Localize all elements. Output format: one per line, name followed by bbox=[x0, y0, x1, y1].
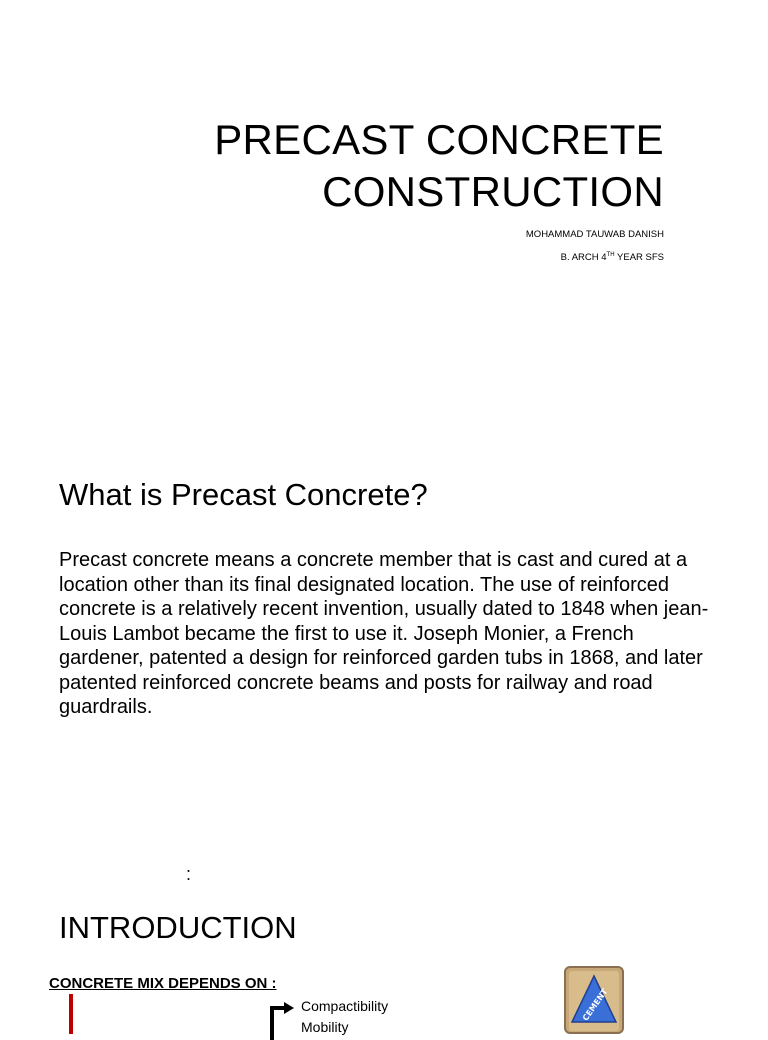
arrow-right-icon bbox=[284, 1002, 294, 1014]
slide-heading: What is Precast Concrete? bbox=[59, 477, 428, 512]
slide-body-text: Precast concrete means a concrete member that is cast and cured at a location other than its final designated location. The use of reinforced concrete is a relatively recent invention, usually dated to 1848 when jean- Louis Lambot became the first to use it. Joseph Monier, a French gardener, patented a design for reinforced garden tubs in 1868, and later patented reinforced concrete beams and posts for railway and road guardrails. bbox=[59, 549, 709, 718]
author-name: MOHAMMAD TAUWAB DANISH bbox=[525, 229, 664, 240]
course-suffix: YEAR SFS bbox=[614, 252, 664, 263]
stray-colon: : bbox=[186, 864, 192, 884]
presentation-title bbox=[214, 114, 664, 218]
cement-bag-label: CEMENT bbox=[580, 987, 610, 1023]
title-line-2: CONSTRUCTION bbox=[322, 168, 664, 215]
title-line-1: PRECAST CONCRETE bbox=[214, 116, 664, 163]
bracket-connector bbox=[270, 1006, 284, 1040]
course-info bbox=[561, 249, 664, 264]
course-superscript: TH bbox=[606, 252, 615, 258]
cement-bag-icon bbox=[562, 964, 626, 1034]
title-slide bbox=[0, 0, 768, 400]
introduction-slide bbox=[0, 840, 768, 1035]
definition-slide bbox=[0, 400, 768, 840]
mix-item-mobility: Mobility bbox=[301, 1019, 349, 1035]
mix-item-compactibility: Compactibility bbox=[301, 998, 389, 1014]
red-connector-bar bbox=[69, 994, 73, 1034]
slide-heading: INTRODUCTION bbox=[59, 910, 297, 945]
course-prefix: B. ARCH 4 bbox=[560, 252, 607, 263]
concrete-mix-heading: CONCRETE MIX DEPENDS ON : bbox=[49, 975, 277, 992]
